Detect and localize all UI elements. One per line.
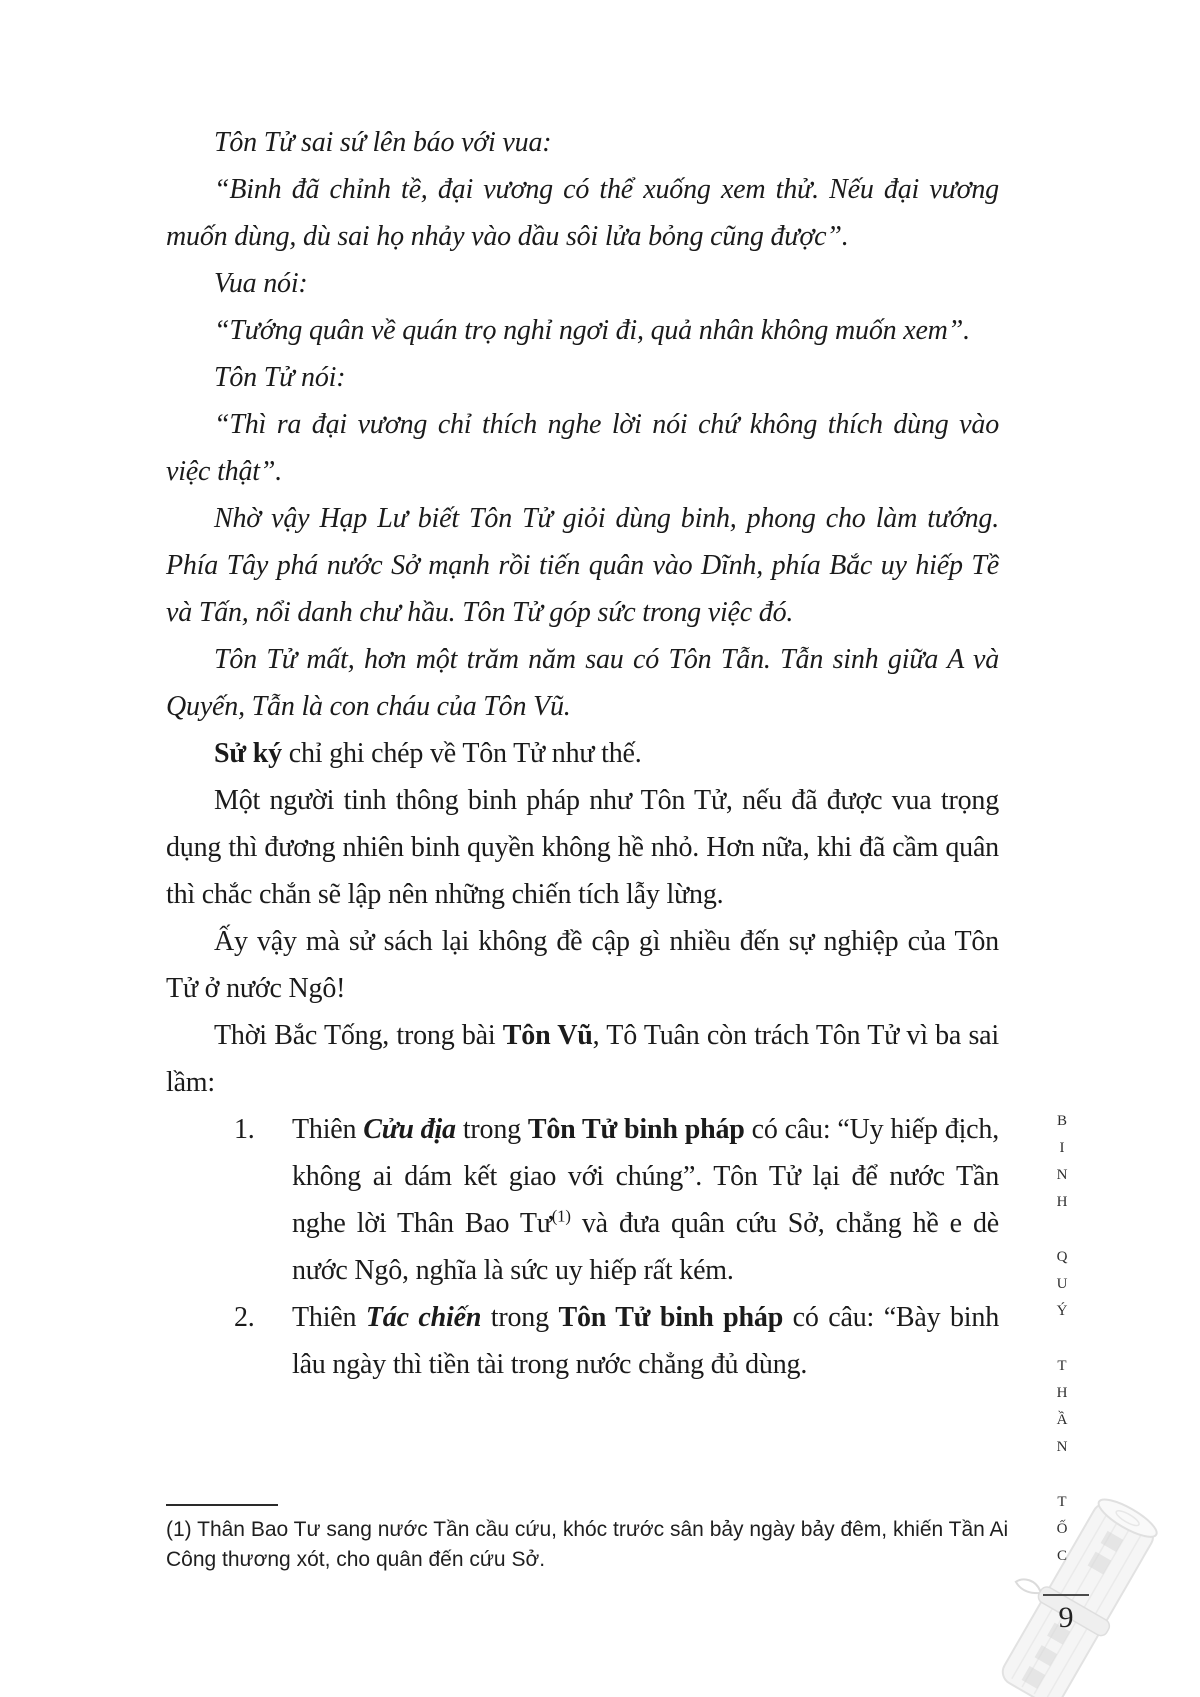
list-item-text: Thiên (292, 1302, 366, 1333)
caption-word (1048, 1489, 1076, 1570)
caption-letter: T (1057, 1494, 1067, 1510)
paragraph (166, 495, 999, 636)
caption-letter: I (1059, 1140, 1065, 1156)
page-text-column (166, 119, 999, 1388)
paragraph-text: “Thì ra đại vương chỉ thích nghe lời nói chứ không thích dùng vào việc thật”. (166, 409, 999, 487)
book-title-text: Tôn Vũ (502, 1020, 593, 1051)
paragraph (166, 730, 999, 777)
caption-letter: H (1056, 1385, 1068, 1401)
paragraph-text: Tôn Tử mất, hơn một trăm năm sau có Tôn Tẫn. Tẫn sinh giữa A và Quyến, Tẫn là con cháu của Tôn Vũ. (166, 644, 999, 722)
list-item-text: có câu: “Bày binh lâu ngày thì tiền tài trong nước chẳng đủ dùng. (292, 1302, 999, 1380)
margin-caption (1048, 1108, 1076, 1598)
paragraph-text: Một người tinh thông binh pháp như Tôn Tử, nếu đã được vua trọng dụng thì đương nhiên binh quyền không hề nhỏ. Hơn nữa, khi đã cầm quân thì chắc chắn sẽ lập nên những chiến tích lẫy lừng. (166, 785, 999, 910)
paragraph-text: Tôn Tử nói: (214, 362, 346, 393)
list-item-text: trong (481, 1302, 559, 1333)
footnote-divider (166, 1504, 278, 1506)
list-item-number: 1. (234, 1114, 255, 1145)
list-item-text: trong (455, 1114, 528, 1145)
caption-word (1048, 1244, 1076, 1325)
list-item-text: Thiên (292, 1114, 364, 1145)
footnote (166, 1504, 1011, 1575)
paragraph-text: Thời Bắc Tống, trong bài (214, 1020, 503, 1051)
paragraph (166, 119, 999, 166)
paragraph (166, 260, 999, 307)
paragraph (166, 918, 999, 1012)
footnote-text: (1) Thân Bao Tư sang nước Tần cầu cứu, khóc trước sân bảy ngày bảy đêm, khiến Tần Ai Công thương xót, cho quân đến cứu Sở. (166, 1518, 1009, 1571)
list-item (166, 1106, 999, 1294)
footnote-reference: (1) (551, 1206, 571, 1226)
caption-letter: U (1056, 1276, 1068, 1292)
book-title-text: Sử ký (214, 738, 282, 769)
book-title-text: Tôn Tử binh pháp (558, 1302, 784, 1333)
paragraph (166, 401, 999, 495)
paragraph-text: chỉ ghi chép về Tôn Tử như thế. (281, 738, 642, 769)
caption-letter: Ầ (1056, 1412, 1068, 1428)
paragraph-text: Ấy vậy mà sử sách lại không đề cập gì nhiều đến sự nghiệp của Tôn Tử ở nước Ngô! (166, 926, 999, 1004)
paragraph (166, 777, 999, 918)
caption-letter: C (1056, 1548, 1067, 1564)
caption-letter: B (1056, 1113, 1067, 1129)
paragraph-text: “Tướng quân về quán trọ nghỉ ngơi đi, quả nhân không muốn xem”. (214, 315, 970, 346)
paragraph-text: Tôn Tử sai sứ lên báo với vua: (214, 127, 552, 158)
paragraph (166, 307, 999, 354)
caption-letter: H (1056, 1194, 1068, 1210)
paragraph (166, 166, 999, 260)
list-item (166, 1294, 999, 1388)
list-item-number: 2. (234, 1302, 255, 1333)
book-title-text: Tôn Tử binh pháp (527, 1114, 745, 1145)
page-number: 9 (1058, 1601, 1074, 1634)
caption-word (1048, 1353, 1076, 1461)
paragraph-text: Vua nói: (214, 268, 308, 299)
paragraph (166, 354, 999, 401)
paragraph-text: Nhờ vậy Hạp Lư biết Tôn Tử giỏi dùng binh, phong cho làm tướng. Phía Tây phá nước Sở mạnh rồi tiến quân vào Dĩnh, phía Bắc uy hiếp Tề và Tấn, nổi danh chư hầu. Tôn Tử góp sức trong việc đó. (166, 503, 999, 628)
page-number-block (1036, 1594, 1096, 1635)
page-number-divider (1043, 1594, 1089, 1596)
caption-letter: N (1056, 1167, 1068, 1183)
chapter-title-text: Tác chiến (365, 1302, 482, 1333)
caption-letter: N (1056, 1439, 1068, 1455)
caption-letter: T (1057, 1358, 1067, 1374)
list-item-text: và đưa quân cứu Sở, chẳng hề e dè nước Ngô, nghĩa là sức uy hiếp rất kém. (292, 1208, 1000, 1286)
list-item-text: có câu: “Uy hiếp địch, không ai dám kết giao với chúng”. Tôn Tử lại để nước Tần nghe lời Thân Bao Tư (292, 1114, 999, 1239)
caption-letter: Ố (1056, 1521, 1068, 1537)
chapter-title-text: Cửu địa (363, 1114, 456, 1145)
paragraph-text: , Tô Tuân còn trách Tôn Tử vì ba sai lầm: (166, 1020, 999, 1098)
caption-word (1048, 1108, 1076, 1216)
paragraph (166, 636, 999, 730)
paragraph-text: “Binh đã chỉnh tề, đại vương có thể xuống xem thử. Nếu đại vương muốn dùng, dù sai họ nhảy vào dầu sôi lửa bỏng cũng được”. (166, 174, 999, 252)
caption-letter: Ý (1056, 1303, 1068, 1319)
paragraph (166, 1012, 999, 1106)
caption-letter: Q (1056, 1249, 1068, 1265)
